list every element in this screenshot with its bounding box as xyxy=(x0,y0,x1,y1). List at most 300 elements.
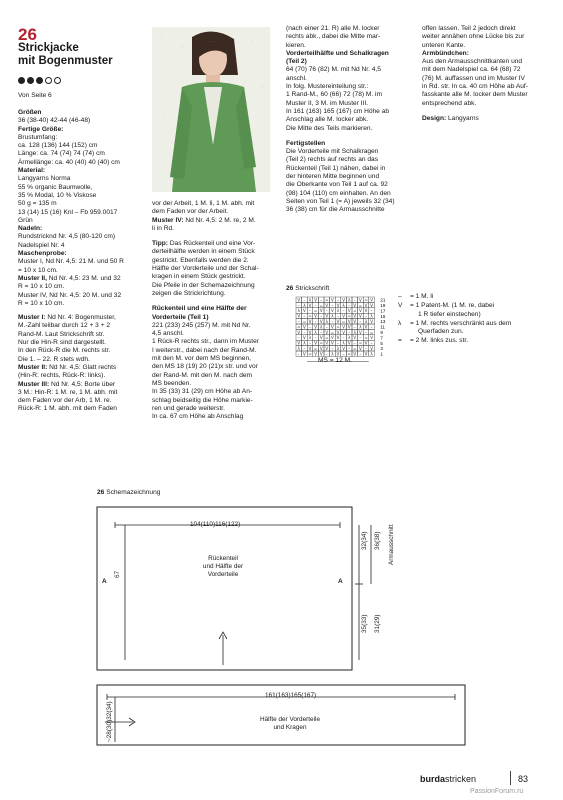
text-line: Anschlag alle M. locker abk. xyxy=(286,116,369,124)
chart-symbol: – xyxy=(320,297,323,303)
text-line: In den Rück-R die M. rechts str. xyxy=(18,347,111,355)
text-line: kragen in einem Stück gestrickt. xyxy=(152,273,246,281)
title-line-2: mit Bogenmuster xyxy=(18,55,113,67)
chart-symbol: V xyxy=(353,302,357,308)
difficulty-rating xyxy=(18,71,63,89)
text-line: 55 % organic Baumwolle, xyxy=(18,183,93,191)
text-line: Nd Nr. 4,5: Glatt rechts xyxy=(47,363,117,371)
chart-symbol: V xyxy=(364,324,368,330)
piece2-line: Hälfte der Vorderteile xyxy=(259,716,321,723)
chart-symbol: – xyxy=(325,351,328,357)
finishing-heading: Fertigstellen xyxy=(286,139,326,147)
row-number: 15 xyxy=(380,313,386,319)
chart-symbol: V xyxy=(297,340,301,346)
row-number: 1 xyxy=(380,351,383,357)
chart-symbol: V xyxy=(342,329,345,335)
text-line: Hälfte der Vorderteile und der Schal- xyxy=(152,265,259,273)
chart-symbol: V xyxy=(336,329,340,335)
chart-symbol: = xyxy=(336,324,340,330)
chart-symbol: – xyxy=(337,340,339,346)
text-line: Rundstricknd Nr. 4,5 (80-120 cm) xyxy=(18,233,116,241)
back-heading: Rückenteil und eine Hälfte der xyxy=(152,305,247,313)
chart-symbol: V xyxy=(319,346,323,351)
chart-symbol: λ xyxy=(325,319,328,324)
chart-symbol: – xyxy=(337,313,339,319)
row-number: 19 xyxy=(380,303,386,308)
column-3 xyxy=(286,25,408,215)
chart-symbol: V xyxy=(331,297,334,303)
text-line: den MS 18 (19) 20 (21)x str. und vor xyxy=(152,363,258,371)
legend-text: = 1 M. rechts verschränkt aus dem xyxy=(410,319,512,327)
chart-symbol: – xyxy=(309,324,311,330)
chart-symbol: = xyxy=(364,335,368,341)
chart-symbol: V xyxy=(297,313,301,319)
chart-symbol: = xyxy=(302,319,307,324)
chart-symbol: V xyxy=(325,313,329,319)
cuffs-heading: Armbündchen: xyxy=(422,49,469,57)
gauge-heading: Maschenprobe: xyxy=(18,250,67,258)
text-line: in Rd. str. In ca. 40 cm Höhe ab Auf- xyxy=(422,83,528,91)
sizes-heading: Größen xyxy=(18,109,42,116)
chart-symbol: V xyxy=(319,308,323,314)
chart-symbol: V xyxy=(364,340,368,346)
text-line: vor der Arbeit, 1 M. li, 1 M. abh. mit xyxy=(152,200,255,207)
text-line: (nach einer 21. R) alle M. locker xyxy=(286,25,380,32)
legend-item xyxy=(398,337,548,345)
text-line: 36 (38) cm für die Armausschnitte xyxy=(286,206,385,214)
m1-label: Muster I: xyxy=(18,314,46,322)
piece2-label xyxy=(245,716,335,732)
row-number: 9 xyxy=(380,330,383,335)
ms-label: MS = 12 M. xyxy=(318,357,352,364)
legend-text: = 1 Patent-M. (1 M. re, dabei xyxy=(410,302,495,310)
chart-symbol: V xyxy=(364,351,368,357)
chart-symbol: V xyxy=(319,335,323,341)
text-line: zeigen die Strickrichtung. xyxy=(152,289,226,297)
text-line: fasskante alle M. locker dem Muster xyxy=(422,91,528,99)
piece1-label xyxy=(193,555,253,579)
text-line: schlag beidseitig die Höhe markie- xyxy=(152,396,253,404)
chart-symbol: V xyxy=(359,346,362,351)
chart-legend xyxy=(398,293,548,346)
text-line: Muster I, Nd Nr. 4,5: 21 M. und 50 R xyxy=(18,258,124,266)
chart-symbol: V xyxy=(364,302,368,308)
text-line: (76) M. auffassen und im Muster IV xyxy=(422,74,525,82)
chart-symbol: V xyxy=(347,340,351,346)
chart-symbol: V xyxy=(359,297,362,303)
chart-symbol: = xyxy=(353,346,357,351)
pattern-number: 26 xyxy=(18,25,37,44)
chart-symbol: V xyxy=(370,319,373,324)
chart-symbol: – xyxy=(314,302,317,308)
legend-item xyxy=(398,293,548,301)
chart-symbol: = xyxy=(358,302,363,308)
text-line: dem Faden vor der Arbeit. xyxy=(152,208,229,216)
top-width-label: 104(110)116(122) xyxy=(190,521,241,528)
chart-symbol: – xyxy=(365,313,367,319)
column-1 xyxy=(18,109,146,414)
chart-symbol: λ xyxy=(342,340,345,346)
chart-symbol: – xyxy=(297,319,300,324)
chart-symbol: V xyxy=(297,297,301,303)
pattern-title xyxy=(18,42,113,68)
chart-symbol: – xyxy=(325,308,328,314)
row-number: 13 xyxy=(380,319,386,325)
row-number: 3 xyxy=(380,346,383,352)
watermark: PassionForum.ru xyxy=(470,788,524,795)
text-line: (Hin-R: rechts, Rück-R: links). xyxy=(18,372,106,380)
text-line: 50 g = 135 m xyxy=(18,200,57,208)
chart-symbol: λ xyxy=(314,329,317,335)
text-line: unteren Kante. xyxy=(422,41,466,49)
side-height-label: ~28(30)32(34) xyxy=(106,701,113,742)
text-line: (98) 104 (110) cm einhalten. An den xyxy=(286,189,391,197)
text-line: 4,5 anschl. xyxy=(152,330,184,338)
chart-symbol: λ xyxy=(331,313,334,319)
chart-symbol: – xyxy=(370,324,373,330)
model-photo xyxy=(152,27,270,192)
chart-symbol: = xyxy=(353,308,357,314)
text-line: Die Pfeile in der Schemazeichnung xyxy=(152,281,255,289)
text-line: dem Faden vor der Arb, 1 M. re. xyxy=(18,397,112,405)
chart-symbol: = xyxy=(297,324,301,330)
chart-symbol: V xyxy=(331,335,334,341)
chart-symbol: λ xyxy=(336,346,340,351)
text-line: 1 Rand-M., 60 (66) 72 (78) M. im xyxy=(286,91,383,99)
chart-symbol: V xyxy=(342,324,345,330)
chart-symbol: – xyxy=(365,346,367,351)
difficulty-dot-empty xyxy=(54,77,61,84)
dim-32-label: 32(34) xyxy=(361,531,368,550)
sizes-value: 36 (38-40) 42-44 (46-48) xyxy=(18,117,91,125)
chart-symbol: V xyxy=(308,302,312,308)
m2-label: Muster II: xyxy=(18,363,48,371)
text-line: li in Rd. xyxy=(152,224,174,232)
piece1-line: Rückenteil xyxy=(208,555,238,562)
chart-symbol: – xyxy=(331,302,334,308)
armhole-label: Armausschnitt xyxy=(388,524,395,565)
chart-symbol: V xyxy=(325,340,329,346)
chart-symbol: V xyxy=(314,324,317,330)
chart-symbol: V xyxy=(314,297,317,303)
continued-from: Von Seite 6 xyxy=(18,92,52,99)
text-line: offen lassen. Teil 2 jedoch direkt xyxy=(422,25,516,32)
chart-symbol: – xyxy=(297,351,300,357)
brand-bold: burda xyxy=(420,774,446,784)
schema-title: Schemazeichnung xyxy=(106,489,161,496)
chart-symbol: = xyxy=(358,340,363,346)
text-line: Nd Nr. 4: Bogenmuster, xyxy=(45,314,116,322)
chart-symbol: – xyxy=(342,308,345,314)
schema-number: 26 xyxy=(97,489,105,496)
legend-item xyxy=(398,302,548,319)
legend-symbol: – xyxy=(398,293,402,300)
chart-symbol: – xyxy=(370,340,373,346)
text-line: rechts abk., dabei die Mitte mar- xyxy=(286,33,381,41)
chart-symbol: V xyxy=(325,346,329,351)
row-number: 21 xyxy=(380,297,386,303)
chart-symbol: V xyxy=(359,308,362,314)
chart-symbol: = xyxy=(347,313,351,319)
chart-symbol: – xyxy=(314,335,317,341)
chart-symbol: λ xyxy=(348,297,351,303)
chart-symbol: V xyxy=(347,308,351,314)
text-line: Nur die Hin-R sind dargestellt. xyxy=(18,339,106,347)
text-line: Nd Nr. 4,5: Borte über xyxy=(49,380,116,388)
chart-symbol: λ xyxy=(364,319,368,324)
text-line: Aus den Armausschnittkanten und xyxy=(422,58,523,66)
chart-symbol: – xyxy=(342,335,345,341)
text-line: Muster IV, Nd Nr. 4,5: 20 M. und 32 xyxy=(18,291,122,299)
chart-symbol: V xyxy=(370,346,373,351)
chart-symbol: V xyxy=(364,308,368,314)
chart-symbol: = xyxy=(319,340,323,346)
height-label: 67 xyxy=(114,570,121,578)
difficulty-dot-filled xyxy=(36,77,43,84)
dim-31-label: 31(29) xyxy=(374,614,381,633)
footer-divider xyxy=(510,771,511,785)
text-line: In 35 (33) 31 (29) cm Höhe ab An- xyxy=(152,388,253,396)
chart-symbol: – xyxy=(353,340,356,346)
design-value: Langyarns xyxy=(446,114,479,122)
model-illustration xyxy=(152,27,270,192)
chart-symbol: λ xyxy=(297,308,300,314)
chart-symbol: V xyxy=(342,313,345,319)
chart-caption xyxy=(286,285,329,293)
chart-symbol: V xyxy=(336,351,340,357)
chart-symbol: λ xyxy=(342,302,345,308)
chart-symbol: V xyxy=(336,302,340,308)
chart-symbol: V xyxy=(319,351,323,357)
text-line: 13 (14) 15 (16) Knl – Fb 959.0017 xyxy=(18,208,118,216)
chart-symbol: V xyxy=(308,346,312,351)
difficulty-dot-filled xyxy=(18,77,25,84)
difficulty-dot-filled xyxy=(27,77,34,84)
text-line: In folg. Mustereinteilung str.: xyxy=(286,83,369,91)
chart-symbol: V xyxy=(303,351,306,357)
chart-symbol: V xyxy=(370,297,373,303)
design-label: Design: xyxy=(422,114,447,122)
chart-symbol: λ xyxy=(348,335,351,341)
chart-symbol: – xyxy=(353,324,356,330)
finished-size-heading: Fertige Größe: xyxy=(18,125,64,133)
chart-symbol: V xyxy=(331,340,334,346)
brand-rest: stricken xyxy=(445,774,477,784)
chart-symbol: – xyxy=(359,319,362,324)
chart-symbol: V xyxy=(342,346,345,351)
chart-symbol: – xyxy=(303,297,306,303)
chart-symbol: – xyxy=(303,313,306,319)
text-line: 35 % Modal, 10 % Viskose xyxy=(18,191,97,199)
legend-text: 1 R tiefer einstechen) xyxy=(418,310,481,318)
text-line: = 10 x 10 cm. xyxy=(18,266,58,274)
text-line: Die Mitte des Teils markieren. xyxy=(286,124,373,132)
chart-symbol: λ xyxy=(370,351,373,357)
chart-symbol: V xyxy=(336,335,340,341)
chart-symbol: – xyxy=(331,319,334,324)
text-line: R = 10 x 10 cm. xyxy=(18,283,65,291)
text-line: MS beenden. xyxy=(152,379,192,387)
text-line: ca. 128 (136) 144 (152) cm xyxy=(18,142,98,150)
chart-symbol: – xyxy=(297,302,300,308)
chart-symbol: V xyxy=(353,313,357,319)
text-line: entsprechend abk. xyxy=(422,99,477,107)
text-line: mit dem Nadelspiel ca. 64 (68) 72 xyxy=(422,66,521,74)
chart-symbol: = xyxy=(308,313,312,319)
chart-symbol: V xyxy=(308,329,312,335)
needles-heading: Nadeln: xyxy=(18,225,43,233)
chart-symbol: V xyxy=(314,340,317,346)
chart-symbol: V xyxy=(370,335,373,341)
back-piece-outline xyxy=(97,507,352,670)
text-line: Das Rückenteil und eine Vor- xyxy=(168,240,256,248)
text-line: anschl. xyxy=(286,74,307,82)
dim-36-label: 36(38) xyxy=(374,531,381,550)
text-line: Die 1. – 22. R stets wdh. xyxy=(18,355,90,363)
text-line: der Rand-M. mit den M. nach dem xyxy=(152,371,253,379)
text-line: kieren. xyxy=(286,41,306,49)
m3-label: Muster III: xyxy=(18,380,50,388)
difficulty-dot-empty xyxy=(45,77,52,84)
title-line-1: Strickjacke xyxy=(18,42,79,54)
chart-symbol: V xyxy=(308,319,312,324)
text-line: 64 (70) 76 (82) M. mit Nd Nr. 4,5 xyxy=(286,66,381,74)
chart-symbol: – xyxy=(320,329,323,335)
chart-symbol: – xyxy=(348,329,351,335)
chart-symbol: V xyxy=(353,335,357,341)
chart-symbol: – xyxy=(370,308,373,314)
text-line: Rückenteil (Teil 1) nähen, dabei in xyxy=(286,164,386,172)
chart-symbol: V xyxy=(353,351,357,357)
text-line: mit den M. vor dem MS beginnen, xyxy=(152,355,251,363)
chart-symbol: = xyxy=(325,297,329,303)
row-number: 17 xyxy=(380,308,386,314)
footer-brand xyxy=(420,774,476,784)
text-line: In 161 (163) 165 (167) cm Höhe ab xyxy=(286,107,389,115)
chart-symbol: λ xyxy=(331,351,334,357)
text-line: weiter annähen ohne Lücke bis zur xyxy=(422,33,525,41)
column-2 xyxy=(152,200,270,421)
text-line: 1 Rück-R rechts str., dann im Muster xyxy=(152,338,259,346)
chart-symbol: V xyxy=(325,329,329,335)
legend-text: = 1 M. li xyxy=(410,293,434,300)
text-line: gestrickt. Ebenfalls werden die 2. xyxy=(152,256,249,264)
text-line: M.-Zahl teilbar durch 12 + 3 + 2 xyxy=(18,322,110,330)
text-line: 3 M.: Hin-R: 1 M. re, 1 M. abh. mit xyxy=(18,388,118,396)
chart-symbol: – xyxy=(353,297,356,303)
chart-symbol: V xyxy=(297,329,301,335)
piece2-line: und Kragen xyxy=(273,724,307,731)
piece1-line: Vorderteile xyxy=(207,571,239,578)
chart-symbol: = xyxy=(308,351,312,357)
chart-symbol: – xyxy=(325,324,328,330)
chart-symbol: V xyxy=(359,329,362,335)
chart-symbol: – xyxy=(359,335,362,341)
legend-item xyxy=(398,320,548,337)
legend-symbol: λ xyxy=(398,319,402,327)
chart-symbol: = xyxy=(347,351,351,357)
chart-symbol: V xyxy=(319,319,323,324)
legend-text: Querfaden zun. xyxy=(418,328,464,336)
text-line: Muster II, 3 M. im Muster III. xyxy=(286,99,369,107)
chart-symbol: – xyxy=(303,346,306,351)
legend-symbol: = xyxy=(398,337,402,345)
chart-symbol: – xyxy=(348,346,351,351)
chart-symbol: V xyxy=(314,351,317,357)
front-heading: Vorderteilhälfte und Schalkragen xyxy=(286,49,389,57)
text-line: Grün xyxy=(18,216,33,224)
text-line: Brustumfang: xyxy=(18,133,58,141)
marker-a-left: A xyxy=(102,578,107,585)
text-line: Rand-M. Laut Strickschrift str. xyxy=(18,330,105,338)
text-line: der hinteren Mitte beginnen und xyxy=(286,173,380,181)
chart-symbol: – xyxy=(309,308,311,314)
chart-symbol: V xyxy=(347,324,351,330)
marker-a-right: A xyxy=(338,578,343,585)
legend-text: = 2 M. links zus. str. xyxy=(410,337,469,345)
chart-symbol: V xyxy=(342,297,345,303)
chart-symbol: – xyxy=(348,302,351,308)
chart-symbol: – xyxy=(314,319,317,324)
m4-label: Muster IV: xyxy=(152,216,184,224)
chart-symbol: – xyxy=(303,329,306,335)
row-number: 7 xyxy=(380,335,383,341)
chart-symbol: = xyxy=(325,335,329,341)
text-line: I weiterstr., dabei nach der Rand-M. xyxy=(152,346,257,354)
front-heading: (Teil 2) xyxy=(286,58,307,66)
chart-symbol: V xyxy=(331,308,334,314)
chart-symbol: = xyxy=(313,346,318,351)
text-line: die Oberkante von Teil 1 auf ca. 92 xyxy=(286,181,388,189)
chart-symbol: λ xyxy=(297,346,300,351)
text-line: Nadelspiel Nr. 4 xyxy=(18,241,65,249)
chart-symbol: V xyxy=(303,324,306,330)
back-heading: Vorderteile (Teil 1) xyxy=(152,313,209,321)
gauge2-label: Muster II, xyxy=(18,274,47,282)
chart-symbol: – xyxy=(365,329,367,335)
chart-symbol: V xyxy=(359,313,362,319)
text-line: derteilhälfte werden in einem Stück xyxy=(152,248,255,256)
chart-symbol: = xyxy=(319,302,323,308)
chart-number: 26 xyxy=(286,285,294,292)
bottom-width-label: 161(163)165(167) xyxy=(265,692,317,699)
row-number: 11 xyxy=(380,324,386,330)
legend-symbol: V xyxy=(398,302,403,310)
piece1-line: und Hälfte der xyxy=(202,563,244,570)
column-4 xyxy=(422,25,550,123)
tip-label: Tipp: xyxy=(152,240,168,248)
chart-symbol: = xyxy=(369,329,374,335)
chart-symbol: λ xyxy=(303,340,306,346)
text-line: Die Vorderteile mit Schalkragen xyxy=(286,148,379,156)
chart-symbol: λ xyxy=(370,313,373,319)
chart-symbol: λ xyxy=(308,335,312,341)
text-line: Nd Nr. 4,5: 2 M. re, 2 M. xyxy=(183,216,256,224)
text-line: Seiten von Teil 1 (= A) jeweils 32 (34) xyxy=(286,197,395,205)
chart-symbol: λ xyxy=(353,329,356,335)
page-number: 83 xyxy=(518,774,529,784)
material-heading: Material: xyxy=(18,167,46,175)
chart-symbol: V xyxy=(325,302,329,308)
chart-title: Strickschrift xyxy=(295,285,330,292)
chart-symbol: – xyxy=(297,335,300,341)
chart-symbol: V xyxy=(347,319,351,324)
chart-symbol: V xyxy=(303,308,306,314)
chart-symbol: = xyxy=(313,308,318,314)
chart-symbol: V xyxy=(370,302,373,308)
text-line: R = 10 x 10 cm. xyxy=(18,299,65,307)
chart-symbol: λ xyxy=(336,308,340,314)
